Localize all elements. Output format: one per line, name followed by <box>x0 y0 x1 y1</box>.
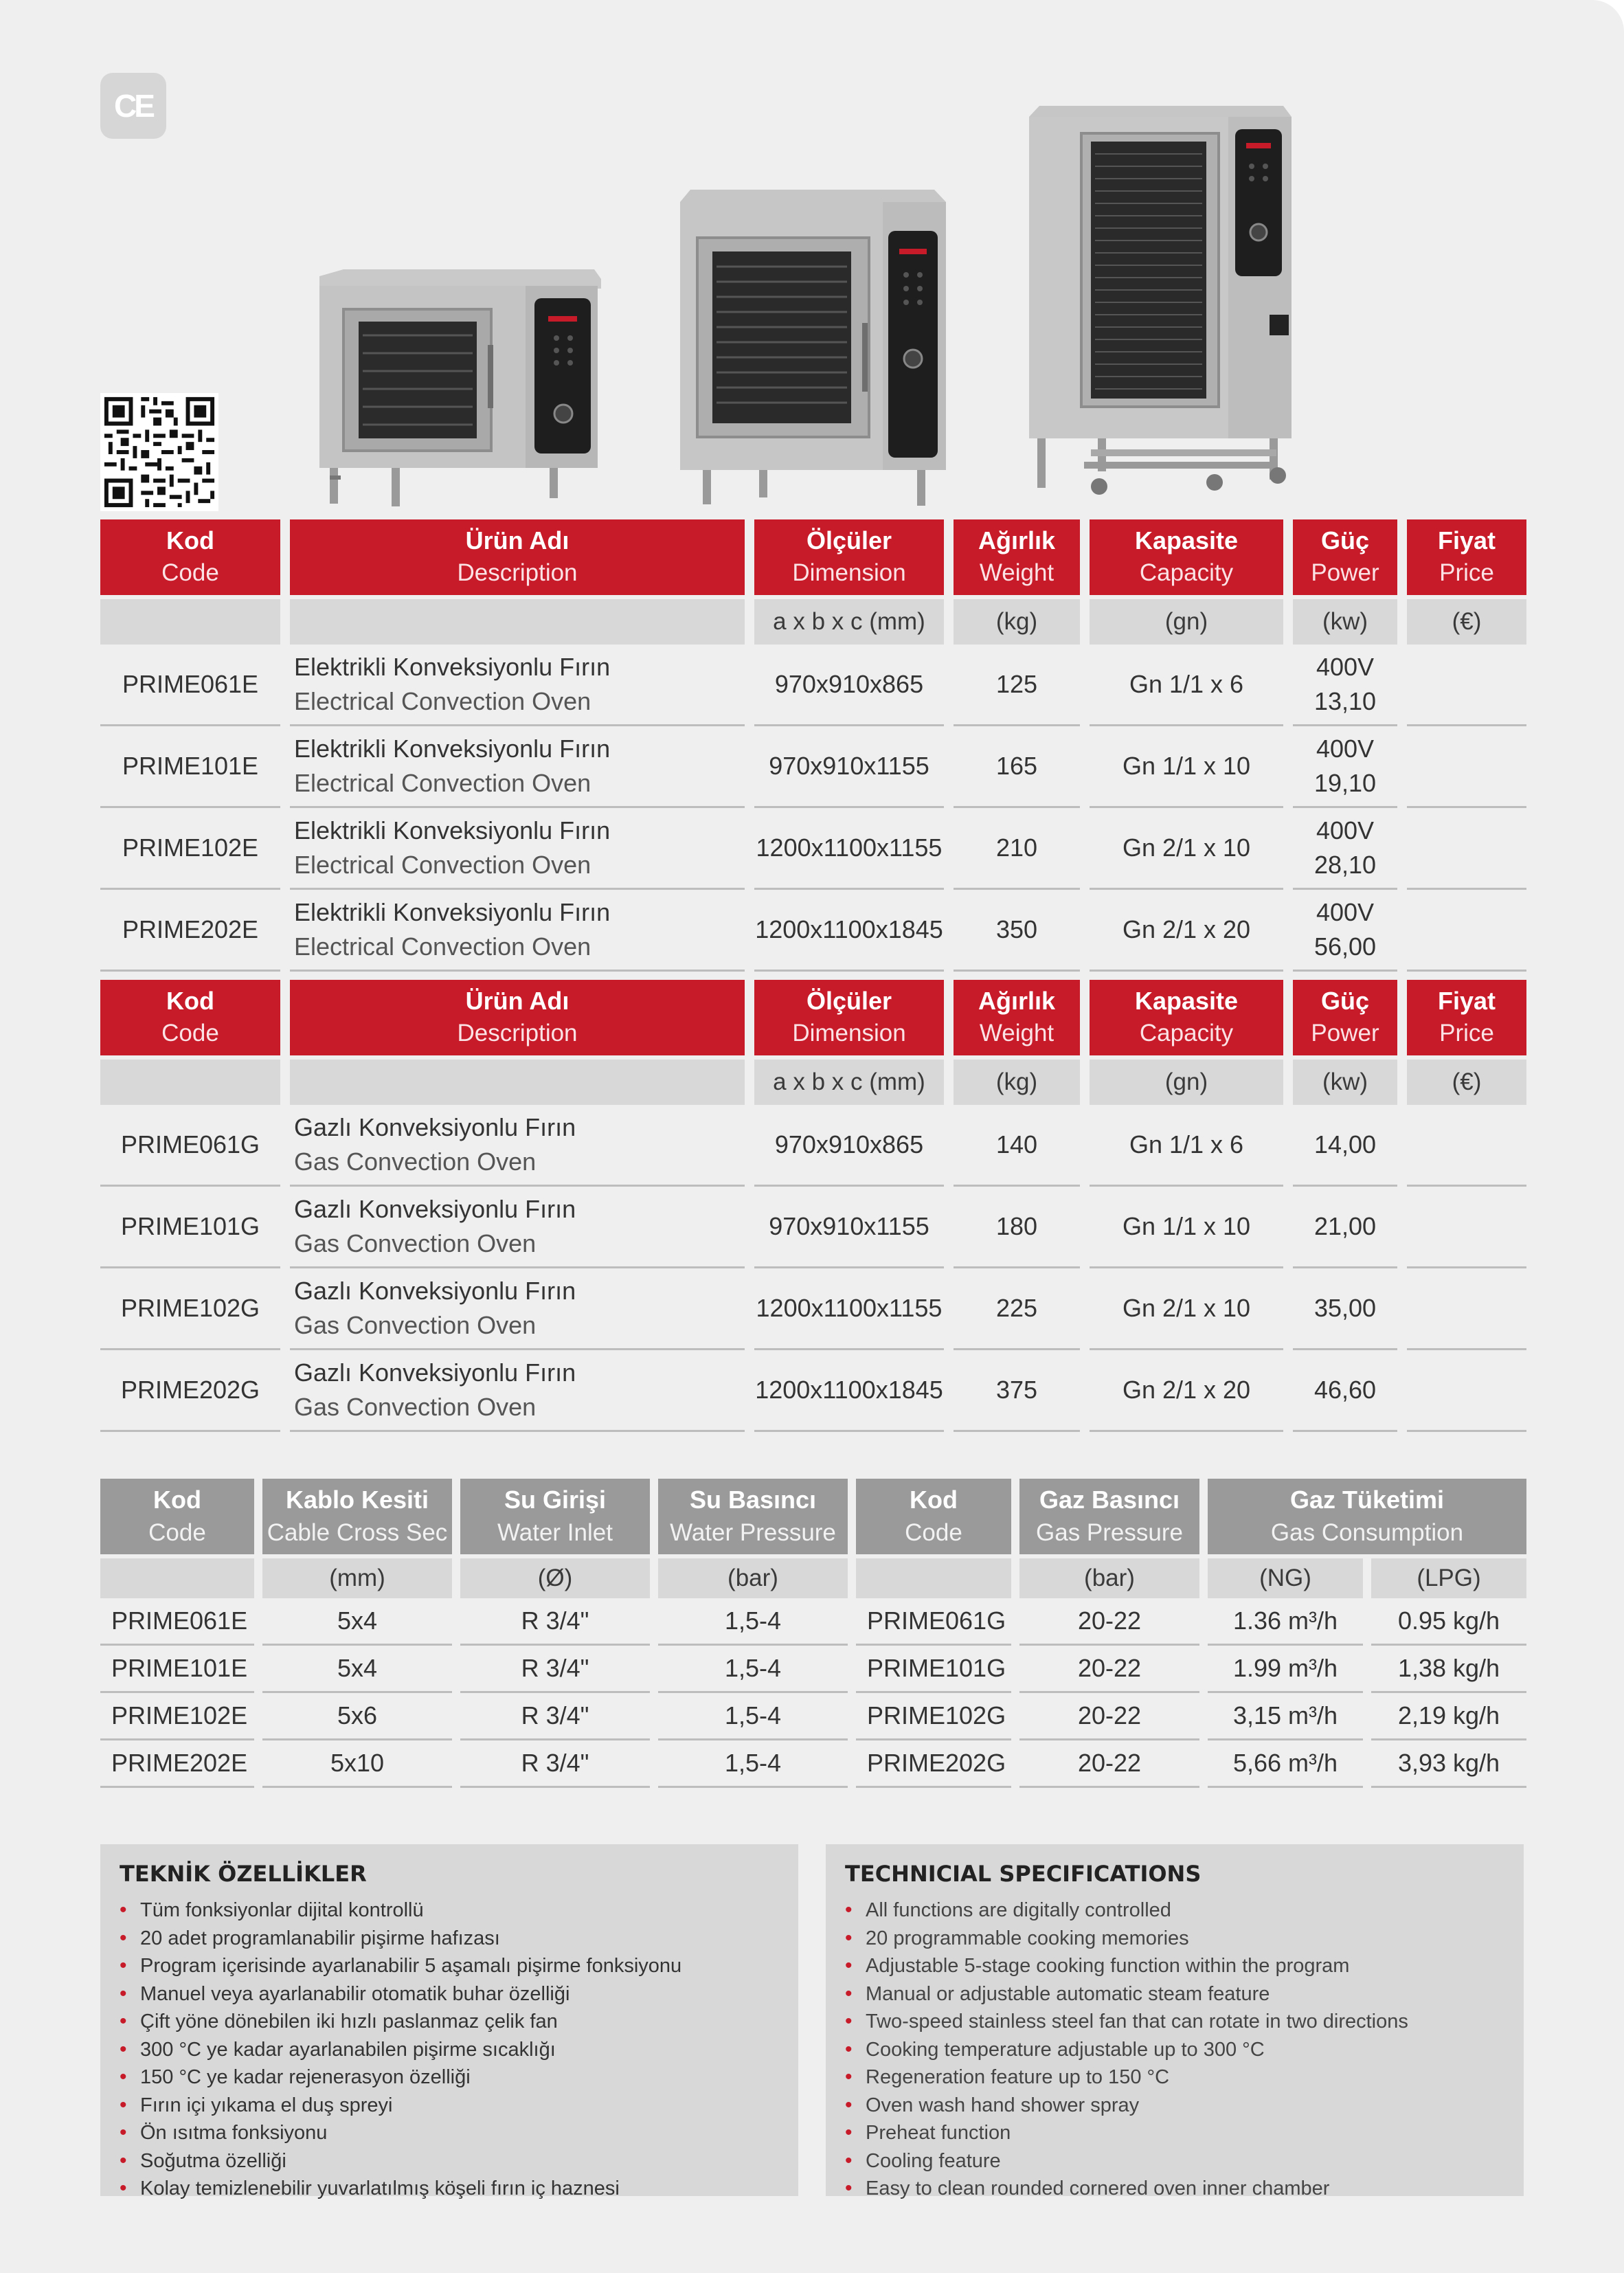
row-cable: 5x6 <box>262 1693 452 1740</box>
row-dimension: 970x910x1155 <box>754 1187 944 1268</box>
row-price <box>1407 1187 1526 1268</box>
row-power: 46,60 <box>1293 1350 1397 1432</box>
table-row <box>100 1646 848 1693</box>
row-capacity: Gn 2/1 x 10 <box>1090 1268 1283 1350</box>
list-item: • Tüm fonksiyonlar dijital kontrollü <box>120 1896 798 1925</box>
row-description: Gazlı Konveksiyonlu Fırın Gas Convection Oven <box>290 1268 745 1350</box>
row-gas-pressure: 20-22 <box>1019 1598 1199 1646</box>
row-code: PRIME101G <box>856 1646 1011 1693</box>
unit-power: (kw) <box>1293 595 1397 645</box>
row-cable: 5x4 <box>262 1598 452 1646</box>
row-price <box>1407 726 1526 808</box>
row-water-pressure: 1,5-4 <box>658 1740 848 1788</box>
list-item: • Cooking temperature adjustable up to 300 °C <box>845 2036 1524 2064</box>
list-item: • Fırın içi yıkama el duş spreyi <box>120 2092 798 2120</box>
list-item: • Two-speed stainless steel fan that can rotate in two directions <box>845 2008 1524 2036</box>
technical-specs-tr-panel <box>100 1844 798 2199</box>
header-code: Kod Code <box>100 519 280 595</box>
table-row <box>100 645 1526 726</box>
unit-power: (kw) <box>1293 1055 1397 1105</box>
row-code: PRIME102E <box>100 1693 254 1740</box>
list-item: • Preheat function <box>845 2119 1524 2147</box>
list-item: • Oven wash hand shower spray <box>845 2092 1524 2120</box>
table-header-row <box>100 980 1526 1055</box>
row-code: PRIME102G <box>100 1268 280 1350</box>
header-code: Kod Code <box>100 1479 254 1554</box>
unit-water-inlet: (Ø) <box>460 1554 650 1598</box>
row-weight: 225 <box>954 1268 1080 1350</box>
row-description: Gazlı Konveksiyonlu Fırın Gas Convection Oven <box>290 1187 745 1268</box>
specs-en-title: TECHNICIAL SPECIFICATIONS <box>845 1861 1202 1887</box>
row-ng: 1.36 m³/h <box>1208 1598 1363 1646</box>
unit-capacity: (gn) <box>1090 1055 1283 1105</box>
header-code: Kod Code <box>856 1479 1011 1554</box>
unit-price: (€) <box>1407 1055 1526 1105</box>
unit-weight: (kg) <box>954 595 1080 645</box>
header-cable: Kablo Kesiti Cable Cross Sec <box>262 1479 452 1554</box>
row-code: PRIME101E <box>100 726 280 808</box>
row-description: Gazlı Konveksiyonlu Fırın Gas Convection Oven <box>290 1105 745 1187</box>
row-price <box>1407 890 1526 972</box>
row-weight: 165 <box>954 726 1080 808</box>
table-row <box>100 1740 848 1788</box>
table-unit-row <box>100 595 1526 645</box>
row-code: PRIME061G <box>100 1105 280 1187</box>
unit-lpg: (LPG) <box>1371 1554 1526 1598</box>
list-item: • 20 programmable cooking memories <box>845 1925 1524 1953</box>
row-water-inlet: R 3/4" <box>460 1646 650 1693</box>
electric-technical-table <box>92 1479 856 1788</box>
oven-20-tray-image <box>1022 102 1311 511</box>
row-weight: 350 <box>954 890 1080 972</box>
row-code: PRIME102G <box>856 1693 1011 1740</box>
unit-dimension: a x b x c (mm) <box>754 1055 944 1105</box>
row-code: PRIME061G <box>856 1598 1011 1646</box>
row-ng: 3,15 m³/h <box>1208 1693 1363 1740</box>
row-dimension: 1200x1100x1845 <box>754 1350 944 1432</box>
header-gas-consumption: Gaz Tüketimi Gas Consumption <box>1208 1479 1526 1554</box>
list-item: • Program içerisinde ayarlanabilir 5 aşamalı pişirme fonksiyonu <box>120 1952 798 1980</box>
header-water-pressure: Su Basıncı Water Pressure <box>658 1479 848 1554</box>
header-dimension: Ölçüler Dimension <box>754 980 944 1055</box>
row-weight: 375 <box>954 1350 1080 1432</box>
tech-unit-row <box>856 1554 1526 1598</box>
unit-gas-pressure: (bar) <box>1019 1554 1199 1598</box>
table-row <box>100 1693 848 1740</box>
oven-6-tray-image <box>316 269 605 510</box>
header-dimension: Ölçüler Dimension <box>754 519 944 595</box>
unit-price: (€) <box>1407 595 1526 645</box>
row-capacity: Gn 1/1 x 6 <box>1090 645 1283 726</box>
row-weight: 180 <box>954 1187 1080 1268</box>
row-water-inlet: R 3/4" <box>460 1598 650 1646</box>
row-gas-pressure: 20-22 <box>1019 1646 1199 1693</box>
row-gas-pressure: 20-22 <box>1019 1740 1199 1788</box>
gas-oven-table <box>91 980 1536 1432</box>
row-weight: 210 <box>954 808 1080 890</box>
row-dimension: 1200x1100x1155 <box>754 1268 944 1350</box>
list-item: • Adjustable 5-stage cooking function within the program <box>845 1952 1524 1980</box>
technical-specs-en-panel <box>826 1844 1524 2199</box>
table-row <box>856 1598 1526 1646</box>
row-dimension: 970x910x1155 <box>754 726 944 808</box>
row-description: Gazlı Konveksiyonlu Fırın Gas Convection Oven <box>290 1350 745 1432</box>
row-dimension: 1200x1100x1845 <box>754 890 944 972</box>
row-description: Elektrikli Konveksiyonlu Fırın Electrical Convection Oven <box>290 890 745 972</box>
row-power: 21,00 <box>1293 1187 1397 1268</box>
row-price <box>1407 1350 1526 1432</box>
list-item: • Cooling feature <box>845 2147 1524 2175</box>
unit-ng: (NG) <box>1208 1554 1363 1598</box>
oven-10-tray-image <box>677 186 951 512</box>
row-capacity: Gn 2/1 x 10 <box>1090 808 1283 890</box>
header-capacity: Kapasite Capacity <box>1090 980 1283 1055</box>
unit-weight: (kg) <box>954 1055 1080 1105</box>
row-price <box>1407 808 1526 890</box>
specs-en-list <box>826 1896 1524 2203</box>
list-item: • 300 °C ye kadar ayarlanabilen pişirme sıcaklığı <box>120 2036 798 2064</box>
row-power: 400V 19,10 <box>1293 726 1397 808</box>
header-weight: Ağırlık Weight <box>954 519 1080 595</box>
row-water-pressure: 1,5-4 <box>658 1693 848 1740</box>
row-lpg: 2,19 kg/h <box>1371 1693 1526 1740</box>
header-weight: Ağırlık Weight <box>954 980 1080 1055</box>
list-item: • Regeneration feature up to 150 °C <box>845 2063 1524 2092</box>
table-unit-row <box>100 1055 1526 1105</box>
header-price: Fiyat Price <box>1407 519 1526 595</box>
row-code: PRIME202E <box>100 1740 254 1788</box>
row-lpg: 1,38 kg/h <box>1371 1646 1526 1693</box>
table-row <box>100 1598 848 1646</box>
tech-header-row <box>856 1479 1526 1554</box>
table-row <box>100 726 1526 808</box>
list-item: • Soğutma özelliği <box>120 2147 798 2175</box>
list-item: • 20 adet programlanabilir pişirme hafızası <box>120 1925 798 1953</box>
row-cable: 5x10 <box>262 1740 452 1788</box>
list-item: • Ön ısıtma fonksiyonu <box>120 2119 798 2147</box>
row-lpg: 3,93 kg/h <box>1371 1740 1526 1788</box>
tech-unit-row <box>100 1554 848 1598</box>
row-price <box>1407 1105 1526 1187</box>
row-water-pressure: 1,5-4 <box>658 1646 848 1693</box>
table-row <box>100 890 1526 972</box>
row-dimension: 970x910x865 <box>754 645 944 726</box>
row-capacity: Gn 2/1 x 20 <box>1090 1350 1283 1432</box>
row-capacity: Gn 1/1 x 6 <box>1090 1105 1283 1187</box>
row-gas-pressure: 20-22 <box>1019 1693 1199 1740</box>
list-item: • Çift yöne dönebilen iki hızlı paslanmaz çelik fan <box>120 2008 798 2036</box>
row-code: PRIME101G <box>100 1187 280 1268</box>
table-header-row <box>100 519 1526 595</box>
gas-technical-table <box>848 1479 1535 1788</box>
row-price <box>1407 1268 1526 1350</box>
header-price: Fiyat Price <box>1407 980 1526 1055</box>
header-gas-pressure: Gaz Basıncı Gas Pressure <box>1019 1479 1199 1554</box>
row-ng: 1.99 m³/h <box>1208 1646 1363 1693</box>
row-weight: 140 <box>954 1105 1080 1187</box>
list-item: • All functions are digitally controlled <box>845 1896 1524 1925</box>
list-item: • Manuel veya ayarlanabilir otomatik buhar özelliği <box>120 1980 798 2008</box>
table-row <box>856 1740 1526 1788</box>
table-row <box>100 1350 1526 1432</box>
row-capacity: Gn 2/1 x 20 <box>1090 890 1283 972</box>
table-row <box>100 808 1526 890</box>
unit-cable: (mm) <box>262 1554 452 1598</box>
header-power: Güç Power <box>1293 980 1397 1055</box>
list-item: • Kolay temizlenebilir yuvarlatılmış köşeli fırın iç haznesi <box>120 2175 798 2203</box>
row-code: PRIME061E <box>100 645 280 726</box>
list-item: • 150 °C ye kadar rejenerasyon özelliği <box>120 2063 798 2092</box>
row-code: PRIME061E <box>100 1598 254 1646</box>
header-water-inlet: Su Girişi Water Inlet <box>460 1479 650 1554</box>
row-description: Elektrikli Konveksiyonlu Fırın Electrical Convection Oven <box>290 645 745 726</box>
header-power: Güç Power <box>1293 519 1397 595</box>
row-capacity: Gn 1/1 x 10 <box>1090 726 1283 808</box>
row-dimension: 1200x1100x1155 <box>754 808 944 890</box>
header-code: Kod Code <box>100 980 280 1055</box>
header-description: Ürün Adı Description <box>290 980 745 1055</box>
qr-code-icon <box>100 393 218 511</box>
row-description: Elektrikli Konveksiyonlu Fırın Electrical Convection Oven <box>290 808 745 890</box>
row-code: PRIME102E <box>100 808 280 890</box>
row-lpg: 0.95 kg/h <box>1371 1598 1526 1646</box>
list-item: • Manual or adjustable automatic steam feature <box>845 1980 1524 2008</box>
table-row <box>856 1693 1526 1740</box>
row-power: 35,00 <box>1293 1268 1397 1350</box>
row-power: 400V 13,10 <box>1293 645 1397 726</box>
row-power: 14,00 <box>1293 1105 1397 1187</box>
header-description: Ürün Adı Description <box>290 519 745 595</box>
header-capacity: Kapasite Capacity <box>1090 519 1283 595</box>
row-code: PRIME202G <box>856 1740 1011 1788</box>
row-water-inlet: R 3/4" <box>460 1740 650 1788</box>
table-row <box>100 1268 1526 1350</box>
row-water-pressure: 1,5-4 <box>658 1598 848 1646</box>
row-power: 400V 28,10 <box>1293 808 1397 890</box>
table-row <box>100 1105 1526 1187</box>
row-weight: 125 <box>954 645 1080 726</box>
tech-header-row <box>100 1479 848 1554</box>
table-row <box>100 1187 1526 1268</box>
row-code: PRIME101E <box>100 1646 254 1693</box>
row-price <box>1407 645 1526 726</box>
ce-mark-icon: CE <box>100 73 166 139</box>
row-water-inlet: R 3/4" <box>460 1693 650 1740</box>
row-description: Elektrikli Konveksiyonlu Fırın Electrical Convection Oven <box>290 726 745 808</box>
row-code: PRIME202E <box>100 890 280 972</box>
specs-tr-list <box>100 1896 798 2203</box>
row-capacity: Gn 1/1 x 10 <box>1090 1187 1283 1268</box>
row-ng: 5,66 m³/h <box>1208 1740 1363 1788</box>
specs-tr-title: TEKNİK ÖZELLİKLER <box>120 1861 367 1887</box>
table-row <box>856 1646 1526 1693</box>
row-code: PRIME202G <box>100 1350 280 1432</box>
row-cable: 5x4 <box>262 1646 452 1693</box>
unit-water-pressure: (bar) <box>658 1554 848 1598</box>
list-item: • Easy to clean rounded cornered oven inner chamber <box>845 2175 1524 2203</box>
unit-capacity: (gn) <box>1090 595 1283 645</box>
electric-oven-table <box>91 519 1536 972</box>
row-dimension: 970x910x865 <box>754 1105 944 1187</box>
row-power: 400V 56,00 <box>1293 890 1397 972</box>
unit-dimension: a x b x c (mm) <box>754 595 944 645</box>
